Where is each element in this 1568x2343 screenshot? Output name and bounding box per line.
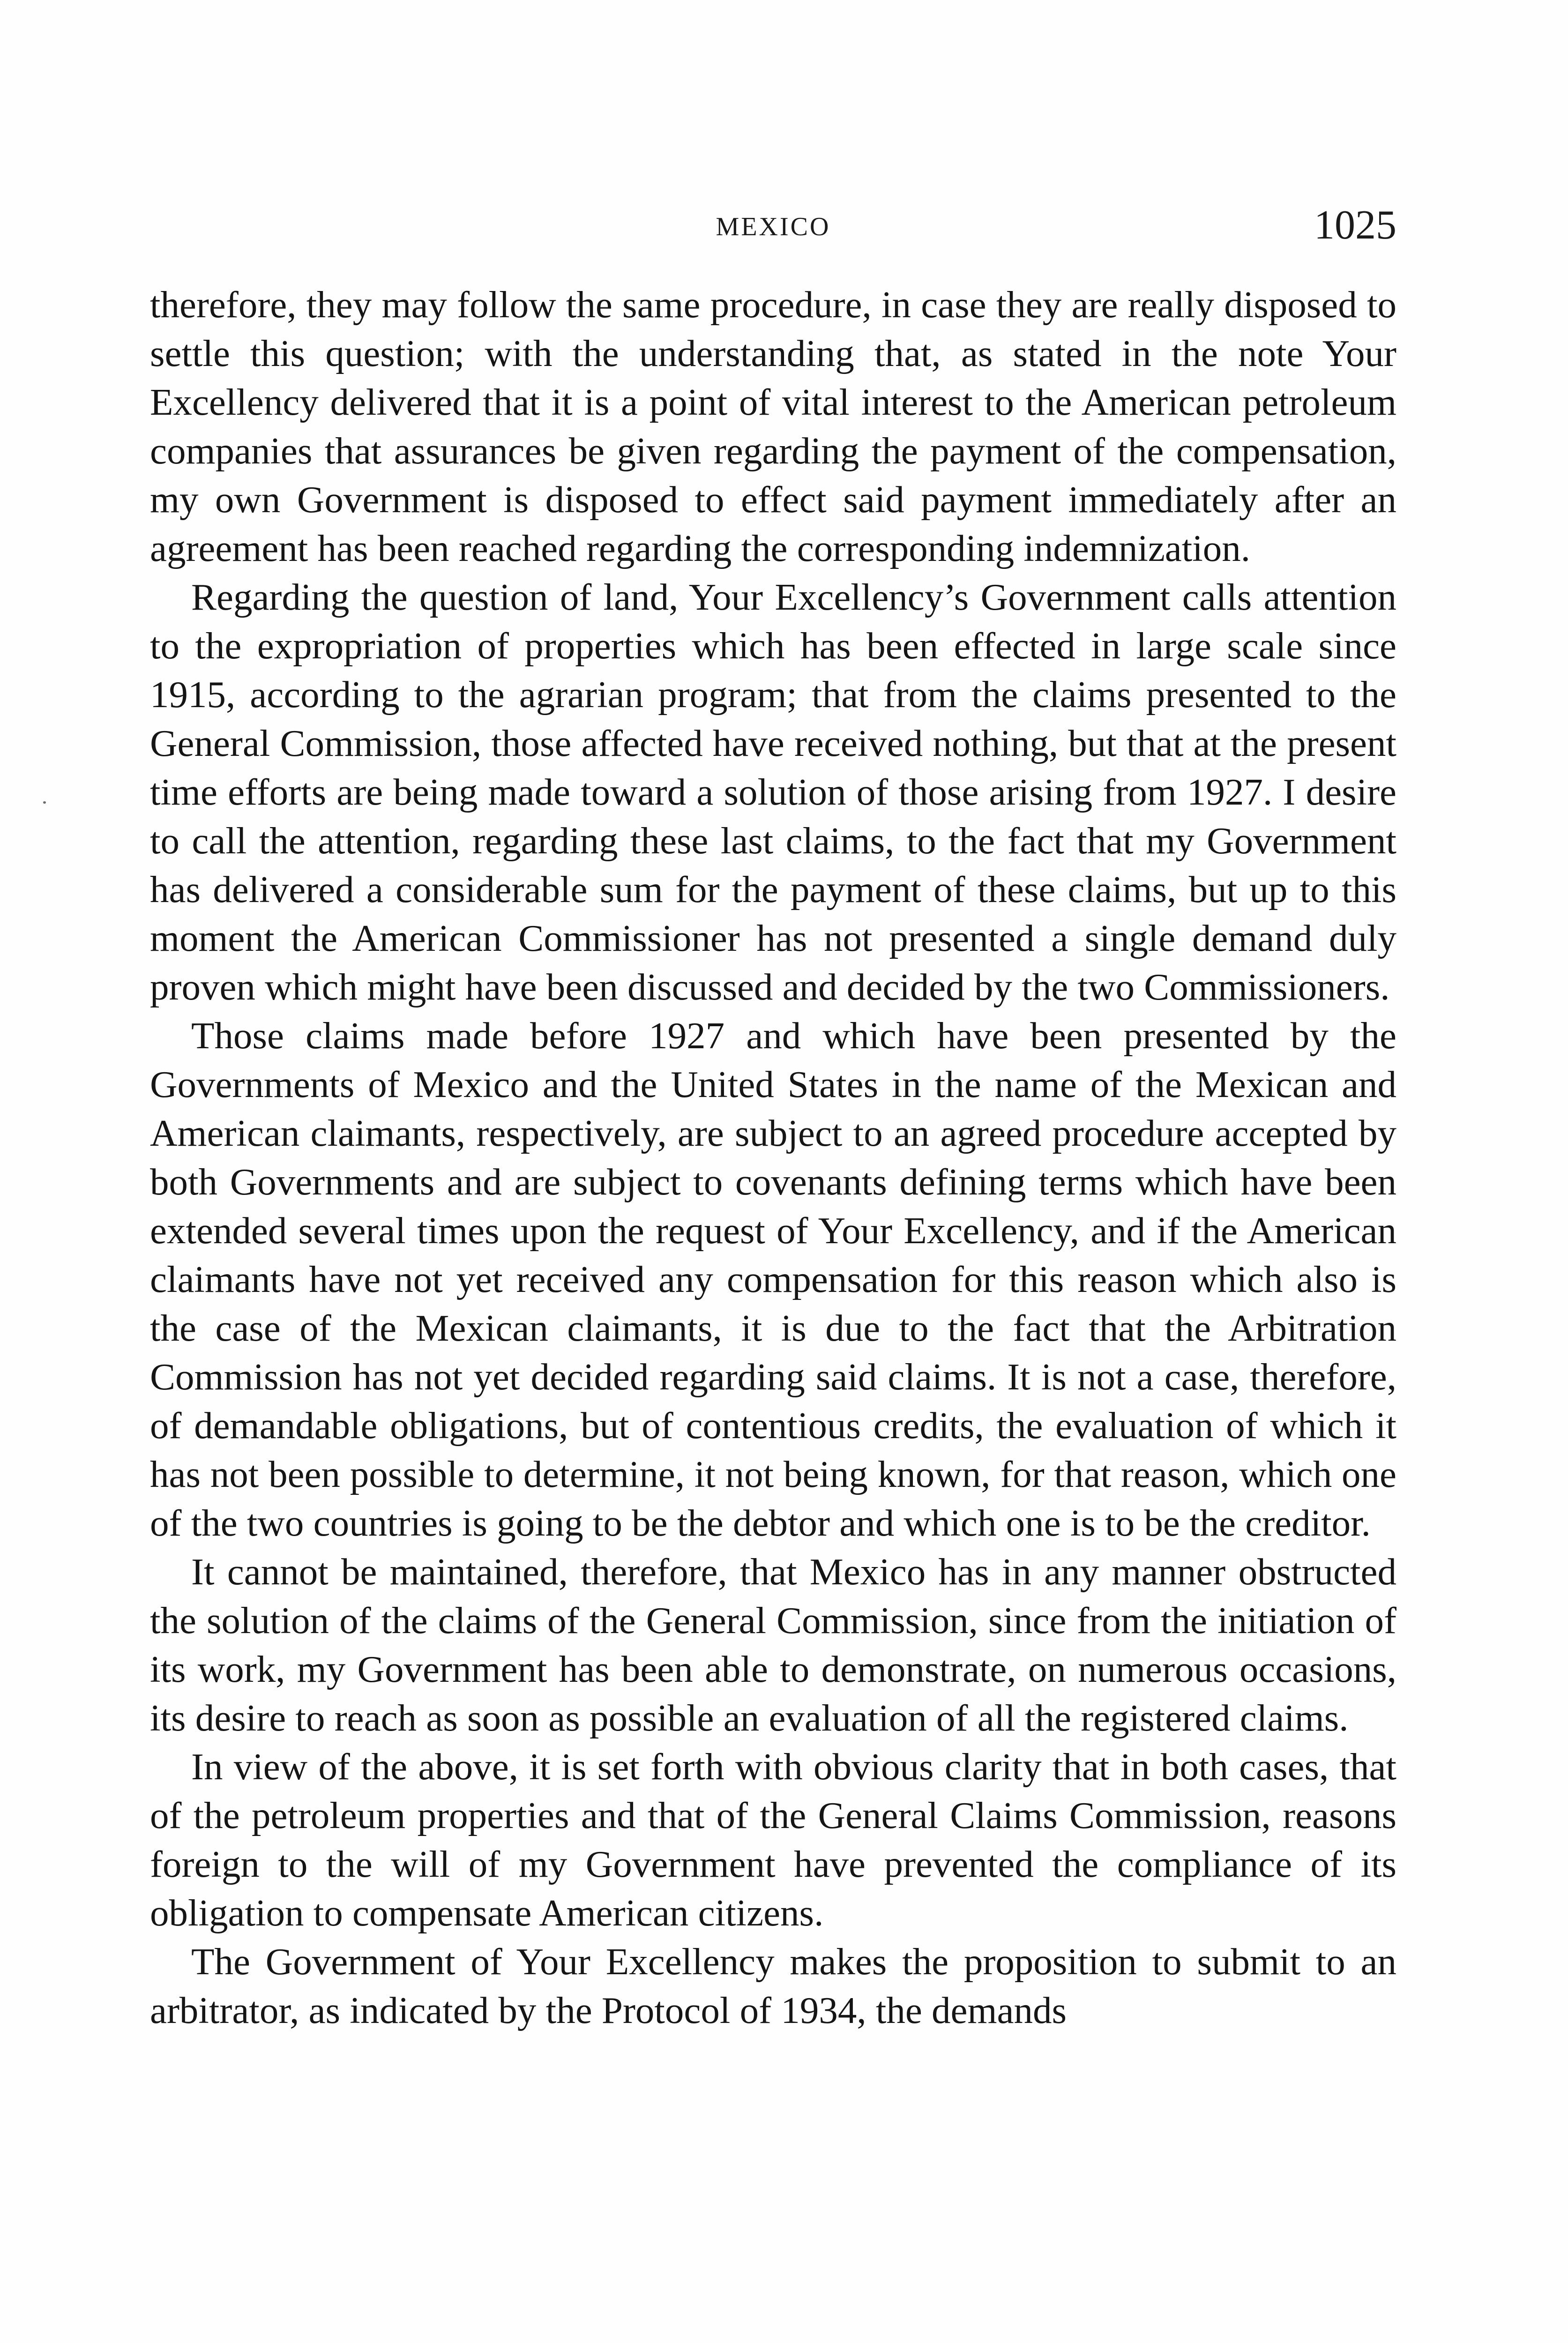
- paragraph-in-view: In view of the above, it is set forth with obvious clarity that in both cases, that of the petroleum properties and that of the General Claims Commission, reasons foreign to the will of my Government have prevented the compliance of its obligation to compensate American citizens.: [150, 1746, 1396, 1934]
- paragraph-claims-before-1927: Those claims made before 1927 and which have been presented by the Governments of Mexico and the United States in the name of the Mexican and American claimants, respectively, are subject to an agreed procedure accepted by both Governments and are subject to covenants defining terms which have been extended several times upon the request of Your Excellency, and if the American claimants have not yet received any compensation for this reason which also is the case of the Mexican claimants, it is due to the fact that the Arbitration Commission has not yet decided regarding said claims. It is not a case, therefore, of demandable obligations, but of contentious credits, the evaluation of which it has not been possible to determine, it not being known, for that reason, which one of the two countries is going to be the debtor and which one is to be the creditor.: [150, 1015, 1396, 1544]
- paragraph-general-commission: It cannot be maintained, therefore, that Mexico has in any manner obstructed the solution of the claims of the General Commission, since from the initiation of its work, my Government has been able to demonstrate, on numerous occasions, its desire to reach as soon as possible an evaluation of all the registered claims.: [150, 1551, 1396, 1739]
- paragraph-continued: therefore, they may follow the same procedure, in case they are really disposed to settle this question; with the understanding that, as stated in the note Your Excellency delivered that it is a point of vital interest to the American petroleum companies that assurances be given regarding the payment of the compensation, my own Government is disposed to effect said payment immediately after an agreement has been reached regarding the corresponding indemnization.: [150, 284, 1396, 569]
- page-number: 1025: [1314, 202, 1396, 248]
- body-text: [150, 280, 1396, 2035]
- running-head: MEXICO: [716, 212, 831, 241]
- paragraph-land-question: Regarding the question of land, Your Excellency’s Government calls attention to the expropriation of properties which has been effected in large scale since 1915, according to the agrarian program; that from the claims presented to the General Commission, those affected have received nothing, but that at the present time efforts are being made toward a solution of those arising from 1927. I desire to call the attention, regarding these last claims, to the fact that my Government has delivered a considerable sum for the payment of these claims, but up to this moment the American Commissioner has not presented a single demand duly proven which might have been discussed and decided by the two Commissioners.: [150, 576, 1396, 1008]
- scan-speck: [43, 801, 46, 804]
- page-header: [150, 201, 1396, 258]
- paragraph-arbitration-proposal: The Government of Your Excellency makes the proposition to submit to an arbitrator, as indicated by the Protocol of 1934, the demands: [150, 1940, 1396, 2031]
